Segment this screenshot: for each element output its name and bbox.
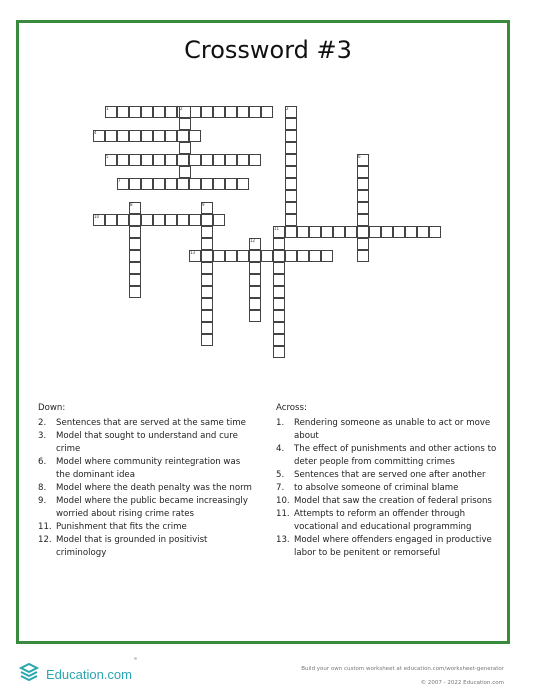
grid-number: 12 (250, 238, 256, 243)
down-clues (38, 402, 254, 560)
grid-cell[interactable] (261, 106, 273, 118)
grid-cell[interactable] (297, 226, 309, 238)
grid-number: 10 (94, 214, 100, 219)
grid-cell[interactable] (213, 154, 225, 166)
grid-cell[interactable] (273, 322, 285, 334)
grid-cell[interactable] (189, 178, 201, 190)
grid-cell[interactable] (357, 238, 369, 250)
grid-cell[interactable] (165, 154, 177, 166)
clue-text: Sentences that are served at the same time (56, 418, 246, 428)
clue-number: 12. (38, 535, 52, 545)
grid-cell[interactable] (261, 250, 273, 262)
clue-text: Model where the public became increasingly worried about rising crime rates (56, 496, 248, 519)
clue-number: 1. (276, 418, 285, 428)
grid-cell[interactable] (117, 130, 129, 142)
grid-cell[interactable] (141, 130, 153, 142)
grid-number: 6 (358, 154, 361, 159)
grid-cell[interactable] (357, 166, 369, 178)
clue-number: 3. (38, 431, 47, 441)
down-clue (38, 495, 254, 521)
grid-cell[interactable] (417, 226, 429, 238)
grid-cell[interactable] (357, 202, 369, 214)
grid-cell[interactable] (357, 226, 369, 238)
clue-number: 11. (276, 509, 290, 519)
grid-cell[interactable] (201, 334, 213, 346)
grid-cell[interactable] (273, 262, 285, 274)
clue-text: The effect of punishments and other actions to deter people from committing crimes (294, 444, 497, 467)
grid-cell[interactable] (141, 106, 153, 118)
grid-cell[interactable] (201, 274, 213, 286)
clue-text: Model that saw the creation of federal prisons (294, 496, 492, 506)
grid-number: 5 (106, 154, 109, 159)
clue-text: Model where community reintegration was the dominant idea (56, 457, 241, 480)
grid-cell[interactable] (309, 250, 321, 262)
clue-text: to absolve someone of criminal blame (294, 483, 459, 493)
grid-number: 2 (180, 106, 183, 111)
clue-number: 9. (38, 496, 47, 506)
clue-text: Model that is grounded in positivist criminology (56, 535, 208, 558)
grid-cell[interactable] (201, 250, 213, 262)
grid-cell[interactable] (285, 166, 297, 178)
grid-cell[interactable] (201, 226, 213, 238)
grid-cell[interactable] (129, 106, 141, 118)
grid-cell[interactable] (189, 214, 201, 226)
grid-cell[interactable] (237, 106, 249, 118)
grid-cell[interactable] (333, 226, 345, 238)
grid-cell[interactable] (285, 118, 297, 130)
grid-cell[interactable] (285, 130, 297, 142)
grid-cell[interactable] (369, 226, 381, 238)
grid-cell[interactable] (249, 106, 261, 118)
grid-cell[interactable] (179, 118, 191, 130)
grid-cell[interactable] (429, 226, 441, 238)
grid-cell[interactable] (273, 346, 285, 358)
grid-cell[interactable] (285, 202, 297, 214)
grid-cell[interactable] (213, 214, 225, 226)
grid-cell[interactable] (285, 226, 297, 238)
grid-cell[interactable] (225, 154, 237, 166)
grid-cell[interactable] (129, 214, 141, 226)
grid-cell[interactable] (177, 178, 189, 190)
down-clue (38, 482, 254, 495)
grid-cell[interactable] (249, 298, 261, 310)
across-heading: Across: (276, 403, 307, 413)
grid-cell[interactable] (129, 178, 141, 190)
clue-number: 7. (276, 483, 285, 493)
grid-cell[interactable] (273, 334, 285, 346)
grid-cell[interactable] (117, 214, 129, 226)
clue-text: Model where the death penalty was the norm (56, 483, 252, 493)
grid-cell[interactable] (285, 178, 297, 190)
grid-cell[interactable] (201, 322, 213, 334)
clue-text: Punishment that fits the crime (56, 522, 187, 532)
page-title: Crossword #3 (184, 36, 352, 64)
grid-cell[interactable] (273, 274, 285, 286)
grid-cell[interactable] (237, 178, 249, 190)
clue-number: 11. (38, 522, 52, 532)
across-clues (276, 402, 498, 560)
grid-cell[interactable] (189, 154, 201, 166)
grid-cell[interactable] (129, 274, 141, 286)
grid-cell[interactable] (153, 154, 165, 166)
footer-copyright: © 2007 - 2022 Education.com (420, 680, 504, 686)
grid-cell[interactable] (201, 298, 213, 310)
grid-cell[interactable] (129, 262, 141, 274)
clue-number: 8. (38, 483, 47, 493)
grid-cell[interactable] (165, 106, 177, 118)
clue-text: Model that sought to understand and cure crime (56, 431, 238, 454)
grid-cell[interactable] (213, 106, 225, 118)
grid-cell[interactable] (309, 226, 321, 238)
grid-cell[interactable] (249, 286, 261, 298)
grid-cell[interactable] (153, 214, 165, 226)
grid-cell[interactable] (201, 262, 213, 274)
grid-cell[interactable] (177, 214, 189, 226)
grid-number: 9 (202, 202, 205, 207)
grid-number: 4 (94, 130, 97, 135)
grid-cell[interactable] (297, 250, 309, 262)
grid-cell[interactable] (405, 226, 417, 238)
grid-cell[interactable] (177, 154, 189, 166)
grid-number: 13 (190, 250, 196, 255)
clue-number: 6. (38, 457, 47, 467)
grid-cell[interactable] (249, 262, 261, 274)
grid-cell[interactable] (225, 178, 237, 190)
clue-text: Model where offenders engaged in productive labor to be penitent or remorseful (294, 535, 492, 558)
across-clue (276, 482, 498, 495)
grid-cell[interactable] (201, 154, 213, 166)
clue-text: Sentences that are served one after another (294, 470, 486, 480)
education-logo-icon (18, 662, 40, 686)
grid-cell[interactable] (201, 214, 213, 226)
grid-cell[interactable] (165, 130, 177, 142)
grid-cell[interactable] (201, 286, 213, 298)
grid-cell[interactable] (201, 106, 213, 118)
grid-cell[interactable] (321, 250, 333, 262)
across-clue (276, 417, 498, 443)
clue-text: Attempts to reform an offender through vocational and educational programming (294, 509, 472, 532)
clue-number: 10. (276, 496, 290, 506)
grid-cell[interactable] (237, 154, 249, 166)
grid-cell[interactable] (213, 250, 225, 262)
grid-cell[interactable] (285, 190, 297, 202)
grid-cell[interactable] (129, 226, 141, 238)
clue-number: 13. (276, 535, 290, 545)
grid-cell[interactable] (141, 154, 153, 166)
grid-cell[interactable] (285, 154, 297, 166)
clue-number: 4. (276, 444, 285, 454)
grid-cell[interactable] (273, 298, 285, 310)
grid-cell[interactable] (357, 250, 369, 262)
grid-cell[interactable] (141, 214, 153, 226)
grid-cell[interactable] (381, 226, 393, 238)
grid-cell[interactable] (285, 214, 297, 226)
down-clue (38, 456, 254, 482)
grid-cell[interactable] (237, 250, 249, 262)
grid-cell[interactable] (117, 106, 129, 118)
grid-cell[interactable] (201, 238, 213, 250)
grid-cell[interactable] (273, 238, 285, 250)
down-clue (38, 417, 254, 430)
brand-logo[interactable] (18, 662, 132, 686)
grid-number: 2 (286, 106, 289, 111)
grid-cell[interactable] (153, 178, 165, 190)
grid-cell[interactable] (177, 130, 189, 142)
grid-cell[interactable] (141, 178, 153, 190)
grid-number: 8 (130, 202, 133, 207)
grid-cell[interactable] (273, 250, 285, 262)
down-clue (38, 534, 254, 560)
grid-cell[interactable] (213, 178, 225, 190)
grid-cell[interactable] (153, 130, 165, 142)
grid-cell[interactable] (357, 190, 369, 202)
grid-cell[interactable] (249, 310, 261, 322)
grid-cell[interactable] (273, 310, 285, 322)
grid-cell[interactable] (201, 178, 213, 190)
grid-cell[interactable] (179, 142, 191, 154)
clue-number: 5. (276, 470, 285, 480)
across-clue (276, 534, 498, 560)
grid-cell[interactable] (165, 214, 177, 226)
grid-cell[interactable] (201, 310, 213, 322)
grid-cell[interactable] (357, 214, 369, 226)
grid-cell[interactable] (153, 106, 165, 118)
brand-name: Education.com (46, 666, 132, 682)
clue-number: 2. (38, 418, 47, 428)
grid-cell[interactable] (105, 130, 117, 142)
across-clue (276, 508, 498, 534)
footer-worksheet-link: Build your own custom worksheet at education.com/worksheet-generator (301, 666, 504, 672)
grid-cell[interactable] (285, 250, 297, 262)
grid-cell[interactable] (285, 142, 297, 154)
grid-cell[interactable] (179, 166, 191, 178)
grid-number: 1 (106, 106, 109, 111)
grid-cell[interactable] (357, 178, 369, 190)
clue-text: Rendering someone as unable to act or move about (294, 418, 491, 441)
grid-cell[interactable] (249, 250, 261, 262)
across-clue (276, 469, 498, 482)
grid-cell[interactable] (129, 130, 141, 142)
decorative-dot (134, 657, 137, 660)
grid-cell[interactable] (225, 106, 237, 118)
down-heading: Down: (38, 403, 66, 413)
grid-cell[interactable] (129, 250, 141, 262)
grid-cell[interactable] (249, 274, 261, 286)
grid-cell[interactable] (393, 226, 405, 238)
grid-cell[interactable] (225, 250, 237, 262)
grid-cell[interactable] (165, 178, 177, 190)
grid-cell[interactable] (129, 154, 141, 166)
down-clue (38, 430, 254, 456)
grid-cell[interactable] (189, 130, 201, 142)
down-clue (38, 521, 254, 534)
grid-number: 7 (118, 178, 121, 183)
grid-cell[interactable] (345, 226, 357, 238)
grid-cell[interactable] (321, 226, 333, 238)
grid-number: 11 (274, 226, 280, 231)
across-clue (276, 495, 498, 508)
grid-cell[interactable] (129, 238, 141, 250)
across-clue (276, 443, 498, 469)
grid-cell[interactable] (273, 286, 285, 298)
grid-cell[interactable] (117, 154, 129, 166)
grid-cell[interactable] (129, 286, 141, 298)
grid-cell[interactable] (105, 214, 117, 226)
grid-cell[interactable] (249, 154, 261, 166)
